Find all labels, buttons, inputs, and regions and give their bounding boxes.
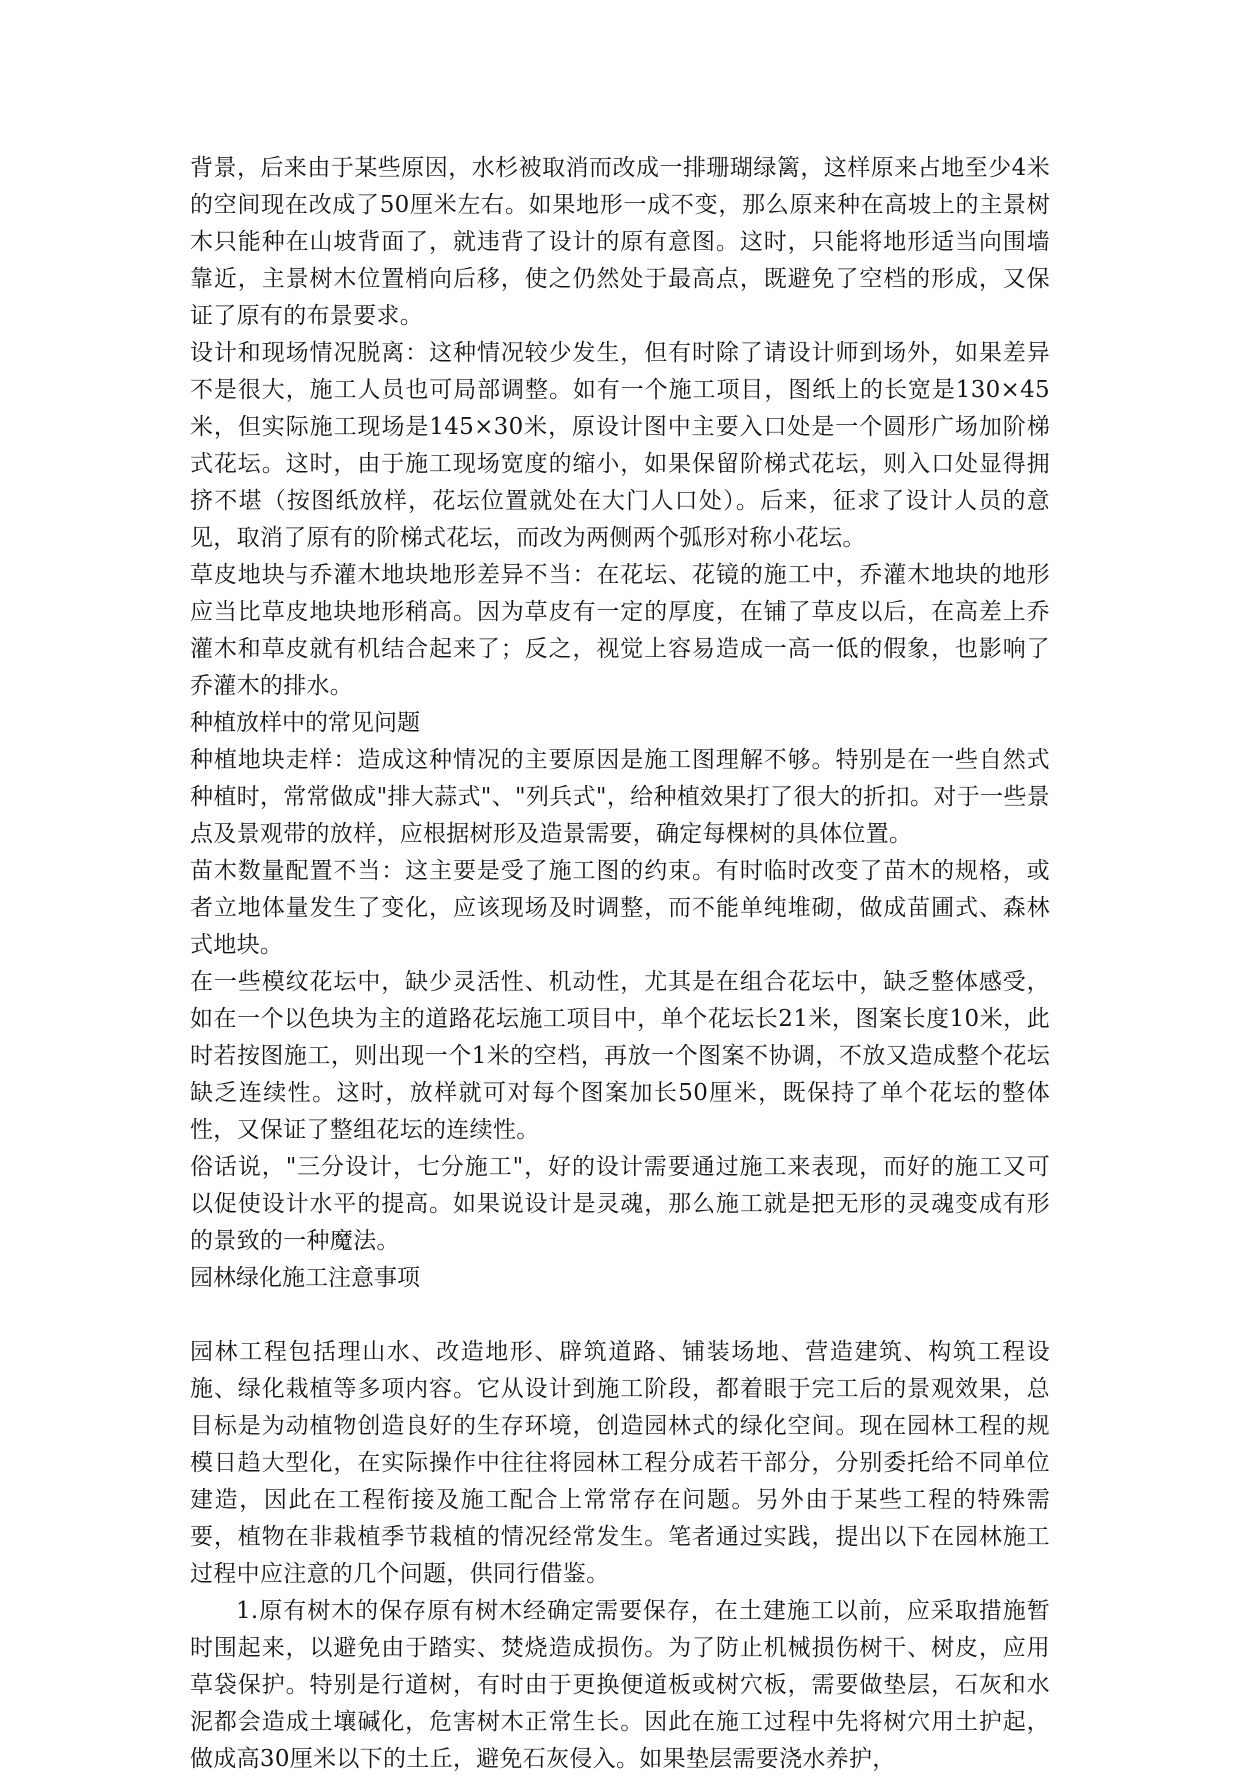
paragraph-landscape-engineering-intro: 园林工程包括理山水、改造地形、辟筑道路、铺装场地、营造建筑、构筑工程设施、绿化栽植等多项内容。它从设计到施工阶段，都着眼于完工后的景观效果，总目标是为动植物创造良好的生存环境，创造园林式的绿化空间。现在园林工程的规模日趋大型化，在实际操作中往往将园林工程分成若干部分，分别委托给不同单位建造，因此在工程衔接及施工配合上常常存在问题。另外由于某些工程的特殊需要，植物在非栽植季节栽植的情况经常发生。笔者通过实践，提出以下在园林施工过程中应注意的几个问题，供同行借鉴。	[190, 1339, 1050, 1587]
blank-line	[190, 1297, 1050, 1334]
paragraph-proverb: 俗话说，"三分设计，七分施工"，好的设计需要通过施工来表现，而好的施工又可以促使设计水平的提高。如果说设计是灵魂，那么施工就是把无形的灵魂变成有形的景致的一种魔法。	[190, 1154, 1050, 1254]
section-heading-planting-layout-issues: 种植放样中的常见问题	[190, 710, 420, 736]
paragraph-seedling-quantity: 苗木数量配置不当：这主要是受了施工图的约束。有时临时改变了苗木的规格，或者立地体量发生了变化，应该现场及时调整，而不能单纯堆砌，做成苗圃式、森林式地块。	[190, 858, 1050, 958]
section-heading-greening-precautions: 园林绿化施工注意事项	[190, 1265, 420, 1291]
paragraph-planting-plot-deviation: 种植地块走样：造成这种情况的主要原因是施工图理解不够。特别是在一些自然式种植时，常常做成"排大蒜式"、"列兵式"，给种植效果打了很大的折扣。对于一些景点及景观带的放样，应根据树形及造景需要，确定每棵树的具体位置。	[190, 747, 1050, 847]
paragraph-tree-preservation: 1.原有树木的保存原有树木经确定需要保存，在土建施工以前，应采取措施暂时围起来，以避免由于踏实、焚烧造成损伤。为了防止机械损伤树干、树皮，应用草袋保护。特别是行道树，有时由于更换便道板或树穴板，需要做垫层，石灰和水泥都会造成土壤碱化，危害树木正常生长。因此在施工过程中先将树穴用土护起，做成高30厘米以下的土丘，避免石灰侵入。如果垫层需要浇水养护，	[190, 1598, 1050, 1772]
paragraph-background-continued: 背景，后来由于某些原因，水杉被取消而改成一排珊瑚绿篱，这样原来占地至少4米的空间现在改成了50厘米左右。如果地形一成不变，那么原来种在高坡上的主景树木只能种在山坡背面了，就违背了设计的原有意图。这时，只能将地形适当向围墙靠近，主景树木位置梢向后移，使之仍然处于最高点，既避免了空档的形成，又保证了原有的布景要求。	[190, 155, 1050, 329]
paragraph-design-site-mismatch: 设计和现场情况脱离：这种情况较少发生，但有时除了请设计师到场外，如果差异不是很大，施工人员也可局部调整。如有一个施工项目，图纸上的长宽是130×45米，但实际施工现场是145×30米，原设计图中主要入口处是一个圆形广场加阶梯式花坛。这时，由于施工现场宽度的缩小，如果保留阶梯式花坛，则入口处显得拥挤不堪（按图纸放样，花坛位置就处在大门人口处）。后来，征求了设计人员的意见，取消了原有的阶梯式花坛，而改为两侧两个弧形对称小花坛。	[190, 340, 1050, 551]
paragraph-lawn-shrub-terrain: 草皮地块与乔灌木地块地形差异不当：在花坛、花镜的施工中，乔灌木地块的地形应当比草皮地块地形稍高。因为草皮有一定的厚度，在铺了草皮以后，在高差上乔灌木和草皮就有机结合起来了；反之，视觉上容易造成一高一低的假象，也影响了乔灌木的排水。	[190, 562, 1050, 699]
paragraph-pattern-flowerbed: 在一些模纹花坛中，缺少灵活性、机动性，尤其是在组合花坛中，缺乏整体感受，如在一个以色块为主的道路花坛施工项目中，单个花坛长21米，图案长度10米，此时若按图施工，则出现一个1米的空档，再放一个图案不协调，不放又造成整个花坛缺乏连续性。这时，放样就可对每个图案加长50厘米，既保持了单个花坛的整体性，又保证了整组花坛的连续性。	[190, 969, 1050, 1143]
document-page	[190, 150, 1050, 1778]
